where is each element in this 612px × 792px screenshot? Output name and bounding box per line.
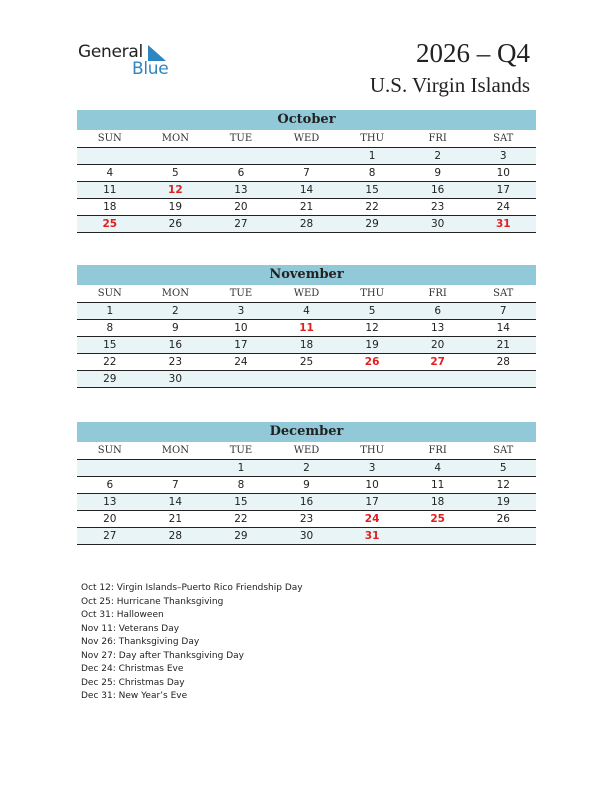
week-row	[77, 303, 536, 320]
day-cell: 22	[234, 513, 248, 525]
weekday-label: FRI	[428, 288, 447, 299]
weekday-label: SUN	[97, 445, 122, 456]
holiday-list	[81, 582, 303, 704]
holiday-entry: Nov 27: Day after Thanksgiving Day	[81, 650, 244, 661]
day-cell: 22	[103, 356, 117, 368]
day-cell: 25	[299, 356, 314, 368]
weekday-label: TUE	[229, 445, 253, 456]
weekday-label: SAT	[493, 133, 514, 144]
day-cell: 21	[168, 513, 183, 525]
logo-text-general: General	[78, 42, 143, 62]
empty-day-cell	[274, 148, 340, 164]
day-cell: 14	[496, 322, 510, 334]
holiday-entry: Dec 24: Christmas Eve	[81, 664, 184, 674]
empty-day-cell	[339, 371, 405, 387]
empty-day-cell	[405, 371, 471, 387]
day-cell: 30	[299, 530, 314, 542]
day-cell: 2	[434, 150, 442, 162]
day-cell: 14	[299, 184, 314, 196]
day-cell: 3	[237, 305, 245, 317]
weekday-label: FRI	[428, 445, 447, 456]
empty-day-cell	[208, 371, 274, 387]
holiday-entry: Oct 12: Virgin Islands–Puerto Rico Friendship Day	[81, 583, 303, 593]
day-cell: 10	[234, 322, 248, 334]
day-cell: 31	[364, 530, 380, 542]
day-cell: 21	[299, 201, 314, 213]
day-cell: 10	[365, 479, 379, 491]
day-cell: 5	[499, 462, 507, 474]
day-cell: 1	[237, 462, 245, 474]
weekday-label: SAT	[493, 288, 514, 299]
month-name: October	[77, 110, 536, 130]
day-cell: 4	[106, 167, 114, 179]
day-cell: 25	[430, 513, 445, 525]
day-cell: 27	[430, 356, 445, 368]
day-cell: 4	[434, 462, 442, 474]
week-row	[77, 148, 536, 165]
day-cell: 21	[496, 339, 510, 351]
weekday-label: WED	[293, 133, 320, 144]
day-cell: 18	[299, 339, 314, 351]
day-cell: 20	[234, 201, 248, 213]
week-row	[77, 494, 536, 511]
day-cell: 2	[303, 462, 310, 474]
day-cell: 3	[499, 150, 507, 162]
day-cell: 24	[364, 513, 380, 525]
week-row	[77, 216, 536, 233]
weekday-label: MON	[161, 288, 189, 299]
weekday-label: MON	[161, 133, 189, 144]
day-cell: 9	[434, 167, 442, 179]
page-title: 2026 – Q4	[416, 38, 530, 68]
weekday-label: WED	[293, 288, 320, 299]
day-cell: 29	[365, 218, 379, 230]
day-cell: 6	[434, 305, 442, 317]
day-cell: 17	[496, 184, 510, 196]
day-cell: 19	[365, 339, 379, 351]
day-cell: 31	[495, 218, 511, 230]
day-cell: 19	[496, 496, 510, 508]
day-cell: 13	[103, 496, 117, 508]
day-cell: 16	[299, 496, 314, 508]
day-cell: 13	[430, 322, 445, 334]
day-cell: 11	[103, 184, 117, 196]
logo-text-blue: Blue	[132, 59, 169, 79]
empty-day-cell	[77, 148, 143, 164]
day-cell: 6	[237, 167, 245, 179]
empty-day-cell	[405, 528, 471, 544]
day-cell: 23	[168, 356, 183, 368]
day-cell: 1	[106, 305, 114, 317]
empty-day-cell	[77, 460, 143, 476]
day-cell: 30	[168, 373, 183, 385]
day-cell: 12	[496, 479, 510, 491]
day-cell: 15	[234, 496, 248, 508]
week-row	[77, 528, 536, 545]
week-row	[77, 511, 536, 528]
day-cell: 17	[365, 496, 379, 508]
holiday-entry: Dec 31: New Year’s Eve	[81, 691, 188, 701]
day-cell: 8	[237, 479, 245, 491]
day-cell: 16	[168, 339, 183, 351]
day-cell: 26	[496, 513, 510, 525]
day-cell: 6	[106, 479, 114, 491]
day-cell: 24	[234, 356, 248, 368]
week-row	[77, 182, 536, 199]
week-row	[77, 477, 536, 494]
day-cell: 9	[303, 479, 310, 491]
day-cell: 17	[234, 339, 248, 351]
day-cell: 23	[299, 513, 314, 525]
day-cell: 23	[430, 201, 445, 213]
month-name: December	[77, 422, 536, 442]
day-cell: 22	[365, 201, 379, 213]
holiday-entry: Nov 11: Veterans Day	[81, 623, 180, 634]
day-cell: 28	[496, 356, 510, 368]
day-cell: 12	[365, 322, 379, 334]
day-cell: 3	[368, 462, 376, 474]
day-cell: 29	[103, 373, 117, 385]
day-cell: 4	[303, 305, 310, 317]
day-cell: 15	[103, 339, 117, 351]
holiday-entry: Dec 25: Christmas Day	[81, 677, 185, 688]
day-cell: 9	[172, 322, 179, 334]
month-name: November	[77, 265, 536, 285]
day-cell: 8	[368, 167, 376, 179]
weekday-label: WED	[293, 445, 320, 456]
page-subtitle: U.S. Virgin Islands	[369, 73, 530, 97]
week-row	[77, 337, 536, 354]
day-cell: 8	[106, 322, 114, 334]
weekday-label: THU	[360, 445, 385, 456]
holiday-entry: Oct 31: Halloween	[81, 610, 164, 620]
day-cell: 7	[499, 305, 507, 317]
month-october	[77, 110, 536, 233]
day-cell: 1	[368, 150, 376, 162]
day-cell: 18	[103, 201, 117, 213]
weekday-label: MON	[161, 445, 189, 456]
day-cell: 12	[168, 184, 183, 196]
empty-day-cell	[143, 148, 209, 164]
weekday-label: SUN	[97, 288, 122, 299]
day-cell: 11	[299, 322, 314, 334]
weekday-header-row	[77, 442, 536, 460]
day-cell: 18	[430, 496, 445, 508]
weekday-label: THU	[360, 133, 385, 144]
weekday-label: SUN	[97, 133, 122, 144]
day-cell: 26	[168, 218, 183, 230]
day-cell: 7	[303, 167, 310, 179]
day-cell: 10	[496, 167, 510, 179]
day-cell: 28	[168, 530, 183, 542]
day-cell: 7	[172, 479, 179, 491]
empty-day-cell	[470, 371, 536, 387]
empty-day-cell	[208, 148, 274, 164]
day-cell: 27	[103, 530, 117, 542]
month-november	[77, 265, 536, 388]
month-december	[77, 422, 536, 545]
day-cell: 5	[172, 167, 179, 179]
day-cell: 29	[234, 530, 248, 542]
empty-day-cell	[470, 528, 536, 544]
weekday-label: TUE	[229, 288, 253, 299]
day-cell: 13	[234, 184, 248, 196]
day-cell: 26	[364, 356, 380, 368]
empty-day-cell	[143, 460, 209, 476]
day-cell: 5	[368, 305, 376, 317]
weekday-label: SAT	[493, 445, 514, 456]
day-cell: 20	[103, 513, 117, 525]
week-row	[77, 460, 536, 477]
day-cell: 30	[430, 218, 445, 230]
day-cell: 19	[168, 201, 183, 213]
week-row	[77, 199, 536, 216]
day-cell: 2	[172, 305, 179, 317]
day-cell: 25	[102, 218, 118, 230]
weekday-label: FRI	[428, 133, 447, 144]
day-cell: 27	[234, 218, 248, 230]
day-cell: 14	[168, 496, 183, 508]
week-row	[77, 165, 536, 182]
weekday-label: THU	[360, 288, 385, 299]
day-cell: 20	[430, 339, 445, 351]
holiday-entry: Nov 26: Thanksgiving Day	[81, 637, 200, 647]
day-cell: 15	[365, 184, 379, 196]
week-row	[77, 371, 536, 388]
holiday-entry: Oct 25: Hurricane Thanksgiving	[81, 596, 224, 607]
week-row	[77, 354, 536, 371]
day-cell: 28	[299, 218, 314, 230]
empty-day-cell	[274, 371, 340, 387]
weekday-header-row	[77, 130, 536, 148]
week-row	[77, 320, 536, 337]
generalblue-logo	[78, 42, 188, 82]
weekday-label: TUE	[229, 133, 253, 144]
day-cell: 24	[496, 201, 510, 213]
day-cell: 11	[430, 479, 445, 491]
day-cell: 16	[430, 184, 445, 196]
weekday-header-row	[77, 285, 536, 303]
